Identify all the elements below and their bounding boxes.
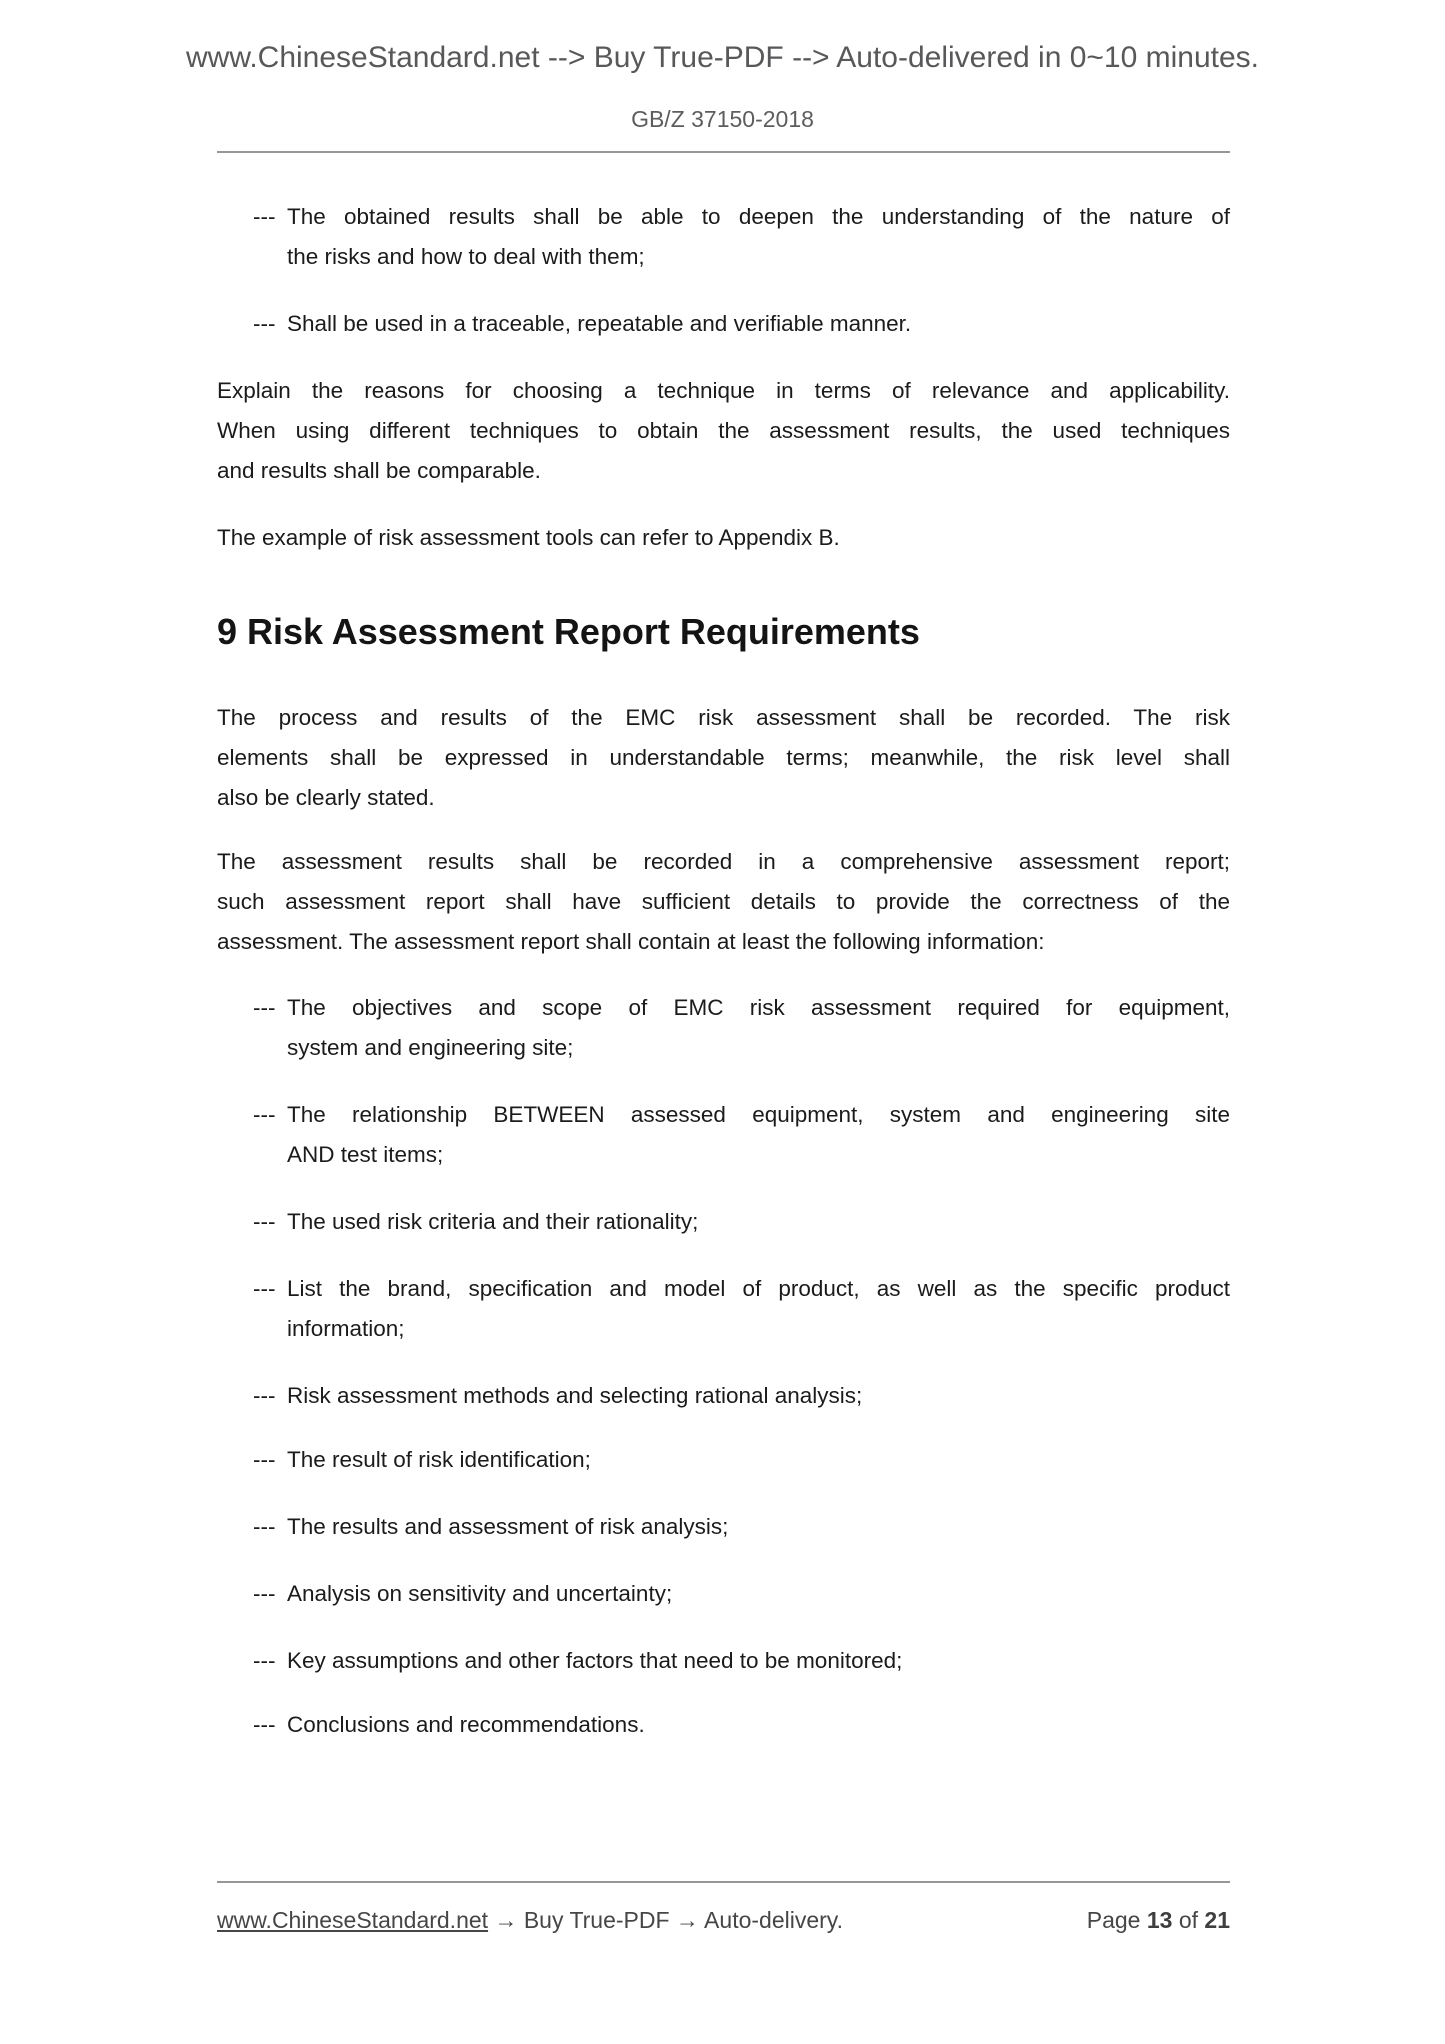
dash-marker: --- (253, 995, 276, 1020)
list-item-text: system and engineering site; (287, 1035, 574, 1060)
paragraph-report: The assessment results shall be recorded in a comprehensive assessment report; such assessment report shall have sufficient details to provide the correctness of the assessment. The assessment report shall contain at least the following information: (217, 849, 1230, 954)
list-item-text: Conclusions and recommendations. (287, 1712, 645, 1737)
list-item (253, 1705, 1230, 1745)
footer-left (217, 1902, 843, 1938)
header-divider (217, 151, 1230, 153)
paragraph-example: The example of risk assessment tools can refer to Appendix B. (217, 525, 840, 550)
list-item-text: The obtained results shall be able to deepen the understanding of the nature of (287, 204, 1230, 229)
footer (217, 1902, 1230, 1938)
list-item-text: Analysis on sensitivity and uncertainty; (287, 1581, 673, 1606)
list-item (253, 1641, 1230, 1681)
list-item-text: The used risk criteria and their rationality; (287, 1209, 699, 1234)
list-item-text: The results and assessment of risk analysis; (287, 1514, 729, 1539)
footer-site-link[interactable]: www.ChineseStandard.net (217, 1907, 489, 1933)
list-item (253, 1376, 1230, 1416)
list-item (253, 988, 1230, 1068)
paragraph-process: The process and results of the EMC risk assessment shall be recorded. The risk elements shall be expressed in understandable terms; meanwhile, the risk level shall also be clearly stated. (217, 705, 1230, 810)
list-item-text: The objectives and scope of EMC risk assessment required for equipment, (287, 995, 1230, 1020)
paragraph-explain: Explain the reasons for choosing a technique in terms of relevance and applicability. When using different techniques to obtain the assessment results, the used techniques and results shall be comparable. (217, 378, 1230, 483)
list-item (253, 1507, 1230, 1547)
list-item-text: The relationship BETWEEN assessed equipment, system and engineering site (287, 1102, 1230, 1127)
list-item-text: Shall be used in a traceable, repeatable and verifiable manner. (287, 311, 912, 336)
dash-marker: --- (253, 204, 276, 229)
dash-marker: --- (253, 311, 276, 336)
list-item (253, 197, 1230, 277)
dash-marker: --- (253, 1581, 276, 1606)
list-item-text: the risks and how to deal with them; (287, 244, 645, 269)
header-site-line: www.ChineseStandard.net --> Buy True-PDF --> Auto-delivered in 0~10 minutes. (185, 41, 1260, 74)
dash-marker: --- (253, 1276, 276, 1301)
page-label: Page (1086, 1907, 1141, 1933)
list-item-text: Key assumptions and other factors that need to be monitored; (287, 1648, 903, 1673)
page-indicator (1087, 1902, 1230, 1938)
list-item (253, 304, 1230, 344)
dash-marker: --- (253, 1514, 276, 1539)
dash-marker: --- (253, 1648, 276, 1673)
list-item (253, 1202, 1230, 1242)
of-label: of (1178, 1907, 1199, 1933)
list-item-text: List the brand, specification and model of product, as well as the specific product (287, 1276, 1230, 1301)
dash-marker: --- (253, 1712, 276, 1737)
list-item-text: Risk assessment methods and selecting rational analysis; (287, 1383, 863, 1408)
dash-marker: --- (253, 1447, 276, 1472)
page-total: 21 (1204, 1907, 1230, 1933)
footer-divider (217, 1881, 1230, 1883)
dash-marker: --- (253, 1209, 276, 1234)
list-item (253, 1574, 1230, 1614)
footer-tail-text: → Buy True-PDF → Auto-delivery. (488, 1907, 843, 1933)
list-item-text: The result of risk identification; (287, 1447, 591, 1472)
list-item-text: information; (287, 1316, 405, 1341)
page-current: 13 (1146, 1907, 1173, 1933)
list-item (253, 1440, 1230, 1480)
section-heading: 9 Risk Assessment Report Requirements (217, 611, 920, 652)
list-item (253, 1095, 1230, 1175)
list-item-text: AND test items; (287, 1142, 444, 1167)
list-item (253, 1269, 1230, 1349)
dash-marker: --- (253, 1383, 276, 1408)
doc-number: GB/Z 37150-2018 (631, 106, 814, 132)
dash-marker: --- (253, 1102, 276, 1127)
